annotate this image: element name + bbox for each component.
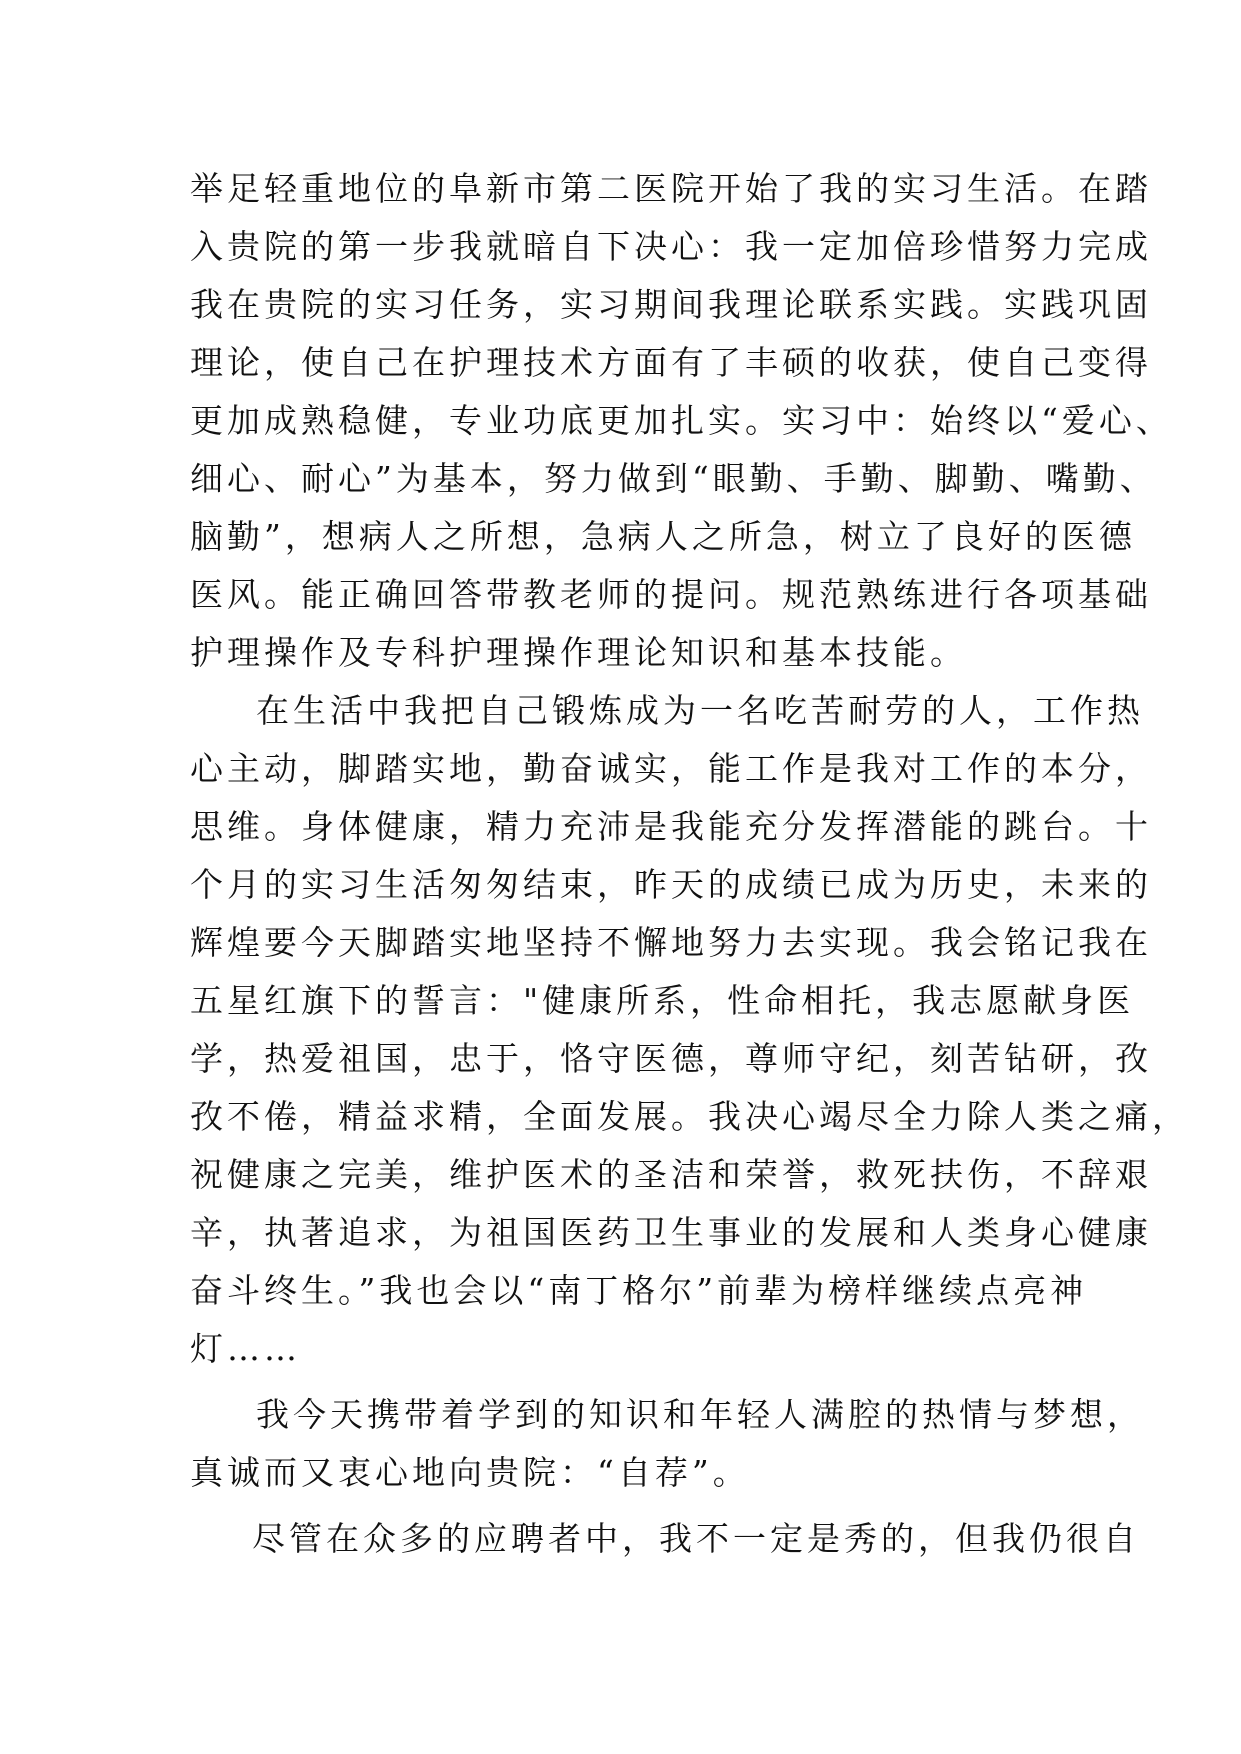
text-line: 学，热爱祖国，忠于，恪守医德，尊师守纪，刻苦钻研，孜 bbox=[190, 1039, 1152, 1078]
text-line: 在生活中我把自己锻炼成为一名吃苦耐劳的人，工作热 bbox=[256, 691, 1144, 730]
text-line: 辛，执著追求，为祖国医药卫生事业的发展和人类身心健康 bbox=[190, 1213, 1152, 1252]
text-line: 更加成熟稳健，专业功底更加扎实。实习中：始终以“爱心、 bbox=[190, 401, 1173, 440]
text-line: 奋斗终生。”我也会以“南丁格尔”前辈为榜样继续点亮神 bbox=[190, 1271, 1088, 1310]
paragraph-2 bbox=[190, 682, 1189, 1378]
text-line: 辉煌要今天脚踏实地坚持不懈地努力去实现。我会铭记我在 bbox=[190, 923, 1152, 962]
text-line: 尽管在众多的应聘者中，我不一定是秀的，但我仍很自 bbox=[252, 1519, 1140, 1558]
paragraph-1 bbox=[190, 160, 1173, 682]
text-line: 思维。身体健康，精力充沛是我能充分发挥潜能的跳台。十 bbox=[190, 807, 1152, 846]
paragraph-3 bbox=[190, 1386, 1144, 1502]
text-line: 心主动，脚踏实地，勤奋诚实，能工作是我对工作的本分， bbox=[190, 749, 1152, 788]
document-body bbox=[190, 160, 1189, 1568]
text-line: 入贵院的第一步我就暗自下决心：我一定加倍珍惜努力完成 bbox=[190, 227, 1152, 266]
text-line: 我在贵院的实习任务，实习期间我理论联系实践。实践巩固 bbox=[190, 285, 1152, 324]
text-line: 五星红旗下的誓言："健康所系，性命相托，我志愿献身医 bbox=[190, 981, 1135, 1020]
text-line: 真诚而又衷心地向贵院：“自荐”。 bbox=[190, 1453, 750, 1492]
paragraph-4 bbox=[190, 1510, 1140, 1568]
text-line: 细心、耐心”为基本，努力做到“眼勤、手勤、脚勤、嘴勤、 bbox=[190, 459, 1157, 498]
text-line: 医风。能正确回答带教老师的提问。规范熟练进行各项基础 bbox=[190, 575, 1152, 614]
text-line: 祝健康之完美，维护医术的圣洁和荣誉，救死扶伤，不辞艰 bbox=[190, 1155, 1152, 1194]
text-line: 我今天携带着学到的知识和年轻人满腔的热情与梦想， bbox=[256, 1395, 1144, 1434]
text-line: 护理操作及专科护理操作理论知识和基本技能。 bbox=[190, 633, 967, 672]
text-line: 举足轻重地位的阜新市第二医院开始了我的实习生活。在踏 bbox=[190, 169, 1152, 208]
text-line: 灯…… bbox=[190, 1329, 301, 1368]
text-line: 孜不倦，精益求精，全面发展。我决心竭尽全力除人类之痛， bbox=[190, 1097, 1189, 1136]
text-line: 理论，使自己在护理技术方面有了丰硕的收获，使自己变得 bbox=[190, 343, 1152, 382]
text-line: 脑勤”，想病人之所想，急病人之所急，树立了良好的医德 bbox=[190, 517, 1136, 556]
text-line: 个月的实习生活匆匆结束，昨天的成绩已成为历史，未来的 bbox=[190, 865, 1152, 904]
